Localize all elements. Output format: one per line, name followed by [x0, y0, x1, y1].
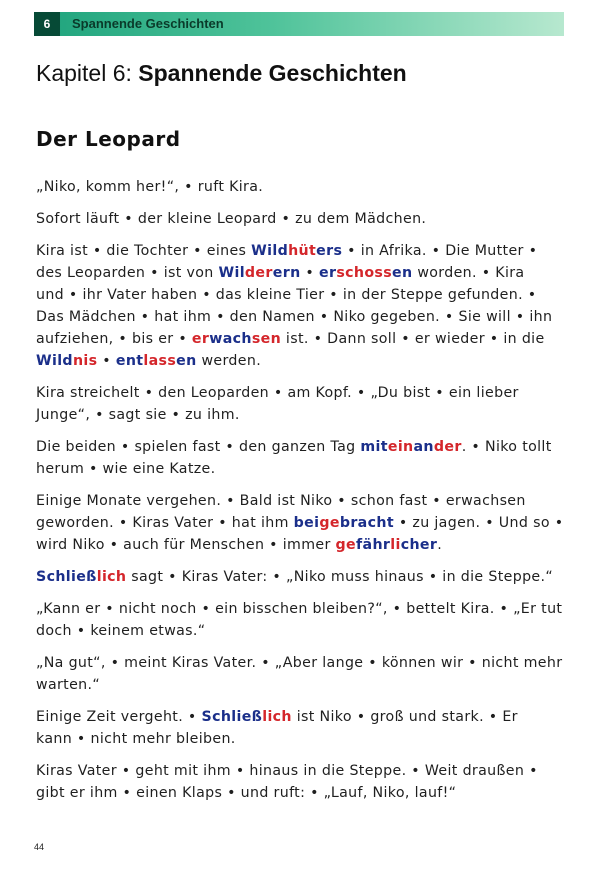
syllable-blue: Wild	[36, 353, 73, 369]
syllable-red: hüt	[288, 243, 317, 259]
syllable-red: ge	[335, 537, 356, 553]
text-segment: • in Afrika. • Die Mutter •	[342, 243, 538, 259]
syllable-blue: mit	[360, 439, 388, 455]
syllable-blue: ern	[272, 265, 301, 281]
syllable-red: lich	[262, 709, 292, 725]
syllable-red: li	[390, 537, 401, 553]
text-segment: Kira ist • die Tochter • eines	[36, 243, 252, 259]
story-paragraph	[36, 208, 566, 230]
text-segment: herum • wie eine Katze.	[36, 461, 216, 477]
syllable-blue: en	[176, 353, 197, 369]
text-segment: Junge“, • sagt sie • zu ihm.	[36, 407, 240, 423]
syllable-red: lich	[96, 569, 127, 585]
syllable-blue: Wild	[251, 243, 289, 259]
story-paragraph	[36, 566, 566, 588]
story-paragraph	[36, 240, 566, 372]
syllable-blue: Wil	[218, 265, 245, 281]
text-segment: •	[97, 353, 116, 369]
text-segment: worden. • Kira	[412, 265, 525, 281]
page-number: 44	[34, 842, 45, 852]
syllable-red: sen	[251, 331, 282, 347]
syllable-blue: ers	[316, 243, 343, 259]
syllable-red: der	[244, 265, 273, 281]
syllable-blue: wach	[209, 331, 252, 347]
text-segment: sagt • Kiras Vater: • „Niko muss hinaus • in die Steppe.“	[126, 569, 554, 585]
text-segment: Einige Monate vergehen. • Bald ist Niko • schon fast • erwachsen	[36, 493, 526, 509]
text-segment: kann • nicht mehr bleiben.	[36, 731, 236, 747]
text-segment: Einige Zeit vergeht. •	[36, 709, 202, 725]
text-segment: „Niko, komm her!“, • ruft Kira.	[36, 179, 264, 195]
text-segment: doch • keinem etwas.“	[36, 623, 206, 639]
text-segment: werden.	[196, 353, 262, 369]
text-segment: „Na gut“, • meint Kiras Vater. • „Aber lange • können wir • nicht mehr	[36, 655, 563, 671]
text-segment: geworden. • Kiras Vater • hat ihm	[36, 515, 294, 531]
syllable-blue: en	[392, 265, 413, 281]
syllable-blue: an	[413, 439, 434, 455]
syllable-red: er	[191, 331, 210, 347]
text-segment: und • ihr Vater haben • das kleine Tier • in der Steppe gefunden. •	[36, 287, 537, 303]
story-paragraph	[36, 652, 566, 696]
text-segment: warten.“	[36, 677, 101, 693]
text-segment: ist Niko • groß und stark. • Er	[291, 709, 518, 725]
text-segment: Sofort läuft • der kleine Leopard • zu dem Mädchen.	[36, 211, 427, 227]
text-segment: Das Mädchen • hat ihm • den Namen • Niko gegeben. • Sie will • ihn	[36, 309, 553, 325]
story-paragraph	[36, 436, 566, 480]
story-paragraph	[36, 382, 566, 426]
syllable-blue: bei	[293, 515, 320, 531]
text-segment: •	[300, 265, 319, 281]
story-paragraph	[36, 706, 566, 750]
story-paragraph	[36, 598, 566, 642]
syllable-red: schoss	[336, 265, 393, 281]
story-paragraph	[36, 176, 566, 198]
story-text	[36, 176, 566, 814]
text-segment: gibt er ihm • einen Klaps • und ruft: • „Lauf, Niko, lauf!“	[36, 785, 457, 801]
story-paragraph	[36, 490, 566, 556]
syllable-blue: fähr	[356, 537, 391, 553]
text-segment: ist. • Dann soll • er wieder • in die	[281, 331, 545, 347]
text-segment: .	[437, 537, 443, 553]
syllable-red: nis	[72, 353, 98, 369]
header-title: Spannende Geschichten	[72, 16, 224, 31]
syllable-blue: cher	[400, 537, 438, 553]
chapter-title	[36, 60, 407, 87]
text-segment: des Leoparden • ist von	[36, 265, 219, 281]
syllable-blue: er	[318, 265, 337, 281]
syllable-blue: bracht	[339, 515, 394, 531]
text-segment: wird Niko • auch für Menschen • immer	[36, 537, 336, 553]
syllable-red: ein	[387, 439, 414, 455]
text-segment: • zu jagen. • Und so •	[393, 515, 564, 531]
text-segment: aufziehen, • bis er •	[36, 331, 192, 347]
text-segment: „Kann er • nicht noch • ein bisschen bleiben?“, • bettelt Kira. • „Er tut	[36, 601, 563, 617]
story-title: Der Leopard	[36, 127, 181, 151]
story-paragraph	[36, 760, 566, 804]
chapter-prefix: Kapitel 6:	[36, 60, 139, 86]
text-segment: . • Niko tollt	[461, 439, 552, 455]
text-segment: Kira streichelt • den Leoparden • am Kopf. • „Du bist • ein lieber	[36, 385, 519, 401]
chapter-name: Spannende Geschichten	[138, 60, 407, 86]
text-segment: Kiras Vater • geht mit ihm • hinaus in die Steppe. • Weit draußen •	[36, 763, 538, 779]
syllable-blue: ent	[115, 353, 144, 369]
syllable-blue: Schließ	[201, 709, 263, 725]
syllable-red: der	[433, 439, 462, 455]
syllable-red: lass	[143, 353, 177, 369]
syllable-red: ge	[319, 515, 340, 531]
syllable-blue: Schließ	[36, 569, 97, 585]
chapter-number-badge: 6	[34, 12, 60, 36]
text-segment: Die beiden • spielen fast • den ganzen Tag	[36, 439, 361, 455]
chapter-header-bar	[34, 12, 564, 36]
